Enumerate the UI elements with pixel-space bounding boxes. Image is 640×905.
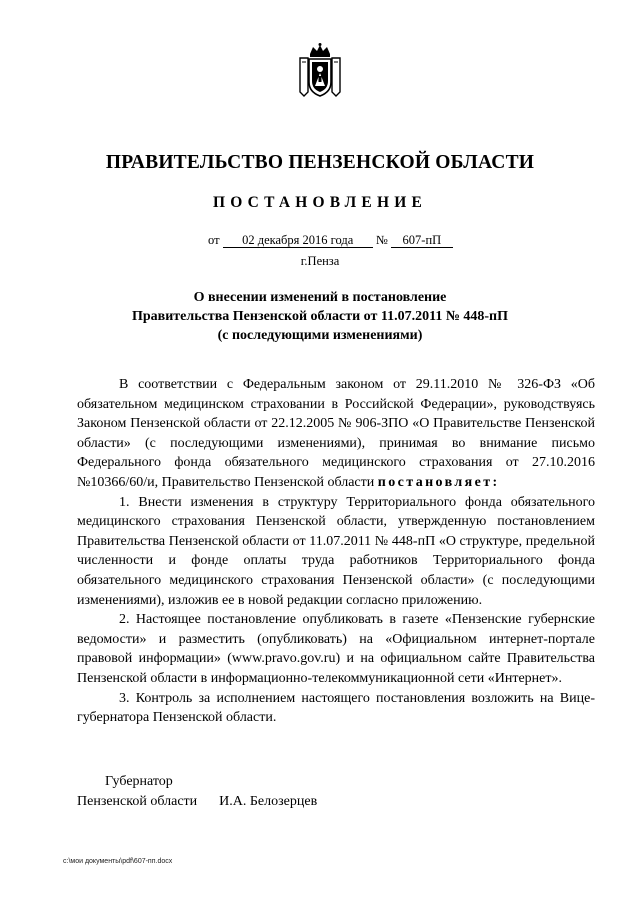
file-path-footer: c:\мои документы\pdf\607-пп.docx <box>63 858 173 865</box>
number-prefix: № <box>375 233 388 247</box>
title-line-2: Правительства Пензенской области от 11.07.2011 № 448-пП <box>131 309 509 324</box>
coat-of-arms-icon <box>296 42 344 98</box>
organization-name: ПРАВИТЕЛЬСТВО ПЕНЗЕНСКОЙ ОБЛАСТИ <box>105 152 535 173</box>
date-prefix: от <box>208 233 220 247</box>
paragraph-item-3: 3. Контроль за исполнением настоящего постановления возложить на Вице-губернатора Пензенской области. <box>77 690 595 726</box>
signatory-position-1: Губернатор <box>105 774 173 789</box>
document-body <box>77 375 595 728</box>
signatory-position-2: Пензенской области <box>77 794 198 809</box>
paragraph-preamble <box>77 375 595 493</box>
resolves-word: постановляет: <box>377 474 500 490</box>
document-type: ПОСТАНОВЛЕНИЕ <box>212 194 428 211</box>
date-number-line <box>208 233 453 248</box>
title-line-3: (с последующими изменениями) <box>217 328 423 343</box>
document-title <box>0 288 640 345</box>
document-number: 607-пП <box>391 234 453 248</box>
title-line-1: О внесении изменений в постановление <box>193 290 447 305</box>
document-date: 02 декабря 2016 года <box>223 234 373 248</box>
signatory-name: И.А. Белозерцев <box>219 794 318 809</box>
paragraph-item-1: 1. Внести изменения в структуру Территориального фонда обязательного медицинского страхования Пензенской области, утвержденную постановлением Правительства Пензенской области от 11.07.2011 № 448-пП «О структуре, предельной численности и фонде оплаты труда работников Территориального фонда обязательного медицинского страхования Пензенской области» (с последующими изменениями), изложив ее в новой редакции согласно приложению. <box>77 494 595 608</box>
paragraph-item-2: 2. Настоящее постановление опубликовать в газете «Пензенские губернские ведомости» и разместить (опубликовать) на «Официальном интернет-портале правовой информации» (www.pravo.gov.ru) и на официальном сайте Правительства Пензенской области в информационно-телекоммуникационной сети «Интернет». <box>77 612 595 686</box>
preamble-text: В соответствии с Федеральным законом от 29.11.2010 № 326-ФЗ «Об обязательном медицинском страховании в Российской Федерации», руководствуясь Законом Пензенской области от 22.12.2005 № 906-ЗПО «О Правительстве Пензенской области» (с последующими изменениями), принимая во внимание письмо Федерального фонда обязательного медицинского страхования от 27.10.2016 №10366/60/и, Правительство Пензенской области <box>77 377 595 490</box>
signature-block <box>77 772 317 812</box>
city: г.Пенза <box>300 254 340 268</box>
